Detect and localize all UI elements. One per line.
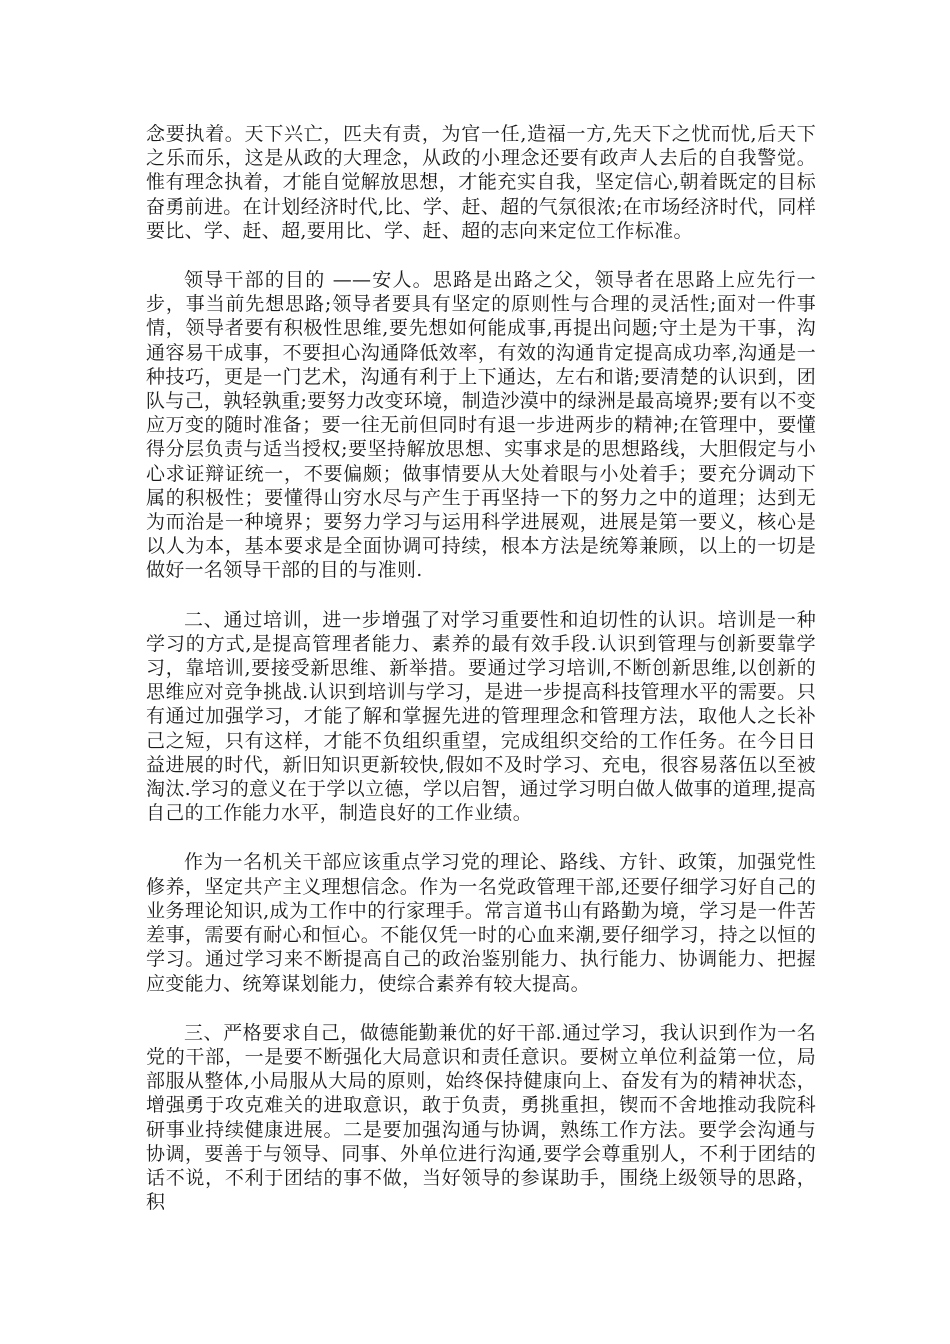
paragraph-2: 领导干部的目的 ——安人。思路是出路之父，领导者在思路上应先行一步，事当前先想思路;领导者要具有坚定的原则性与合理的灵活性;面对一件事情，领导者要有积极性思维,要先想如何能成事,再提出问题;守土是为干事，沟通容易干成事，不要担心沟通降低效率，有效的沟通肯定提高成功率,沟通是一种技巧，更是一门艺术，沟通有利于上下通达，左右和谐;要清楚的认识到，团队与己，孰轻孰重;要努力改变环境，制造沙漠中的绿洲是最高境界;要有以不变应万变的随时准备；要一往无前但同时有退一步进两步的精神;在管理中，要懂得分层负责与适当授权;要坚持解放思想、实事求是的思想路线，大胆假定与小心求证辩证统一，不要偏颇；做事情要从大处着眼与小处着手；要充分调动下属的积极性；要懂得山穷水尽与产生于再坚持一下的努力之中的道理；达到无为而治是一种境界；要努力学习与运用科学进展观，进展是第一要义，核心是以人为本，基本要求是全面协调可持续，根本方法是统筹兼顾，以上的一切是做好一名领导干部的目的与准则. bbox=[146, 269, 816, 582]
document-page bbox=[146, 122, 816, 1239]
paragraph-5: 三、严格要求自己，做德能勤兼优的好干部.通过学习，我认识到作为一名党的干部，一是要不断强化大局意识和责任意识。要树立单位利益第一位，局部服从整体,小局服从大局的原则，始终保持健康向上、奋发有为的精神状态，增强勇于攻克难关的进取意识，敢于负责，勇挑重担，锲而不舍地推动我院科研事业持续健康进展。二是要加强沟通与协调，熟练工作方法。要学会沟通与协调，要善于与领导、同事、外单位进行沟通,要学会尊重别人，不利于团结的话不说，不利于团结的事不做，当好领导的参谋助手，围绕上级领导的思路，积 bbox=[146, 1021, 816, 1214]
paragraph-1: 念要执着。天下兴亡，匹夫有责，为官一任,造福一方,先天下之忧而忧,后天下之乐而乐，这是从政的大理念，从政的小理念还要有政声人去后的自我警觉。惟有理念执着，才能自觉解放思想，才能充实自我，坚定信心,朝着既定的目标奋勇前进。在计划经济时代,比、学、赶、超的气氛很浓;在市场经济时代，同样要比、学、赶、超,要用比、学、赶、超的志向来定位工作标准。 bbox=[146, 123, 816, 242]
paragraph-3: 二、通过培训，进一步增强了对学习重要性和迫切性的认识。培训是一种学习的方式,是提高管理者能力、素养的最有效手段.认识到管理与创新要靠学习，靠培训,要接受新思维、新举措。要通过学习培训,不断创新思维,以创新的思维应对竞争挑战.认识到培训与学习，是进一步提高科技管理水平的需要。只有通过加强学习，才能了解和掌握先进的管理理念和管理方法，取他人之长补己之短，只有这样，才能不负组织重望，完成组织交给的工作任务。在今日日益进展的时代，新旧知识更新较快,假如不及时学习、充电，很容易落伍以至被淘汰.学习的意义在于学以立德，学以启智，通过学习明白做人做事的道理,提高自己的工作能力水平，制造良好的工作业绩。 bbox=[146, 608, 816, 825]
paragraph-4: 作为一名机关干部应该重点学习党的理论、路线、方针、政策，加强党性修养，坚定共产主义理想信念。作为一名党政管理干部,还要仔细学习好自己的业务理论知识,成为工作中的行家理手。常言道书山有路勤为境，学习是一件苦差事，需要有耐心和恒心。不能仅凭一时的心血来潮,要仔细学习，持之以恒的学习。通过学习来不断提高自己的政治鉴别能力、执行能力、协调能力、把握应变能力、统筹谋划能力，使综合素养有较大提高。 bbox=[146, 851, 816, 995]
